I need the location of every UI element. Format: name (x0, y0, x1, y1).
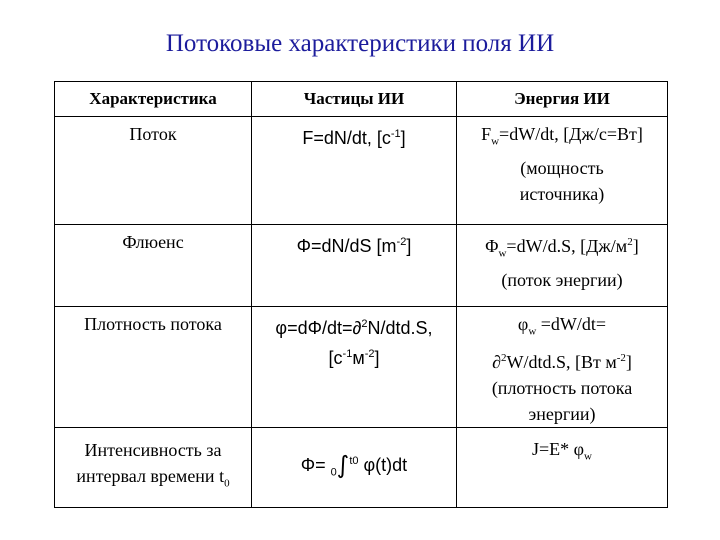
table-row (55, 117, 668, 225)
intensity-particles-prefix: Φ= (300, 455, 331, 476)
cell-fluence-energy (457, 225, 668, 307)
row-name-flux: Поток (55, 117, 252, 225)
intensity-name-text: интервал времени t (76, 466, 225, 487)
flux-density-energy-partial: ∂ (492, 351, 501, 372)
flux-density-units-exp-1: -1 (342, 348, 353, 360)
flux-density-particles-formula-rest: N/dtd.S, (367, 318, 433, 338)
cell-fluence-particles (252, 225, 457, 307)
flux-density-units-exp-2: -2 (364, 348, 375, 360)
flux-energy-definition: =dW/dt, [Дж/с=Вт] (499, 124, 643, 144)
row-name-fluence: Флюенс (55, 225, 252, 307)
flux-energy-formula (461, 121, 663, 155)
fluence-energy-definition: =dW/d.S, [Дж/м (506, 236, 628, 256)
table-row (55, 225, 668, 307)
flux-particles-formula: F=dN/dt, [c (302, 128, 391, 148)
flux-density-energy-formula-rest: W/dtd.S, [Вт м (506, 351, 617, 372)
flux-density-energy-line-2 (461, 345, 663, 375)
table-row (55, 307, 668, 428)
row-name-flux-density: Плотность потока (55, 307, 252, 428)
fluence-energy-symbol: Φ (485, 236, 499, 256)
header-energy: Энергия ИИ (457, 82, 668, 117)
cell-intensity-energy (457, 427, 668, 507)
fluence-energy-exponent: 2 (627, 236, 633, 248)
fluence-energy-formula (461, 229, 663, 267)
flux-density-particles-formula: φ=dΦ/dt=∂ (275, 318, 362, 338)
flux-density-particles-power: 2 (361, 318, 368, 330)
integral-sign-icon: ∫ (336, 451, 350, 480)
fluence-particles-bracket: ] (406, 236, 412, 256)
flux-density-energy-note-1: (плотность потока (491, 377, 633, 398)
cell-flux-particles (252, 117, 457, 225)
flux-density-units-open: [c (328, 348, 343, 368)
flux-density-energy-power: 2 (500, 351, 507, 364)
flux-density-energy-bracket: ] (625, 351, 632, 372)
flux-density-energy-subscript: w (528, 325, 537, 338)
row-name-intensity (55, 427, 252, 507)
cell-flux-density-particles (252, 307, 457, 428)
intensity-name-line-1: Интенсивность за (84, 440, 222, 461)
cell-intensity-particles (252, 427, 457, 507)
fluence-energy-note: (поток энергии) (501, 269, 623, 290)
fluence-particles-formula: Φ=dN/dS [m (296, 236, 397, 256)
flux-particles-bracket: ] (400, 128, 406, 148)
header-characteristic: Характеристика (55, 82, 252, 117)
flux-density-particles-line-1 (256, 311, 452, 341)
intensity-name-subscript: 0 (224, 477, 230, 490)
flux-density-particles-line-2 (256, 341, 452, 371)
intensity-energy-formula: J=E* φ (532, 438, 585, 459)
integral-upper-limit: t0 (349, 455, 359, 468)
intensity-name-line-2 (59, 463, 247, 497)
intensity-energy-subscript: w (584, 450, 592, 463)
table-row (55, 427, 668, 507)
flux-density-units-close: ] (374, 348, 380, 368)
flux-density-energy-exponent: -2 (616, 351, 626, 364)
integral-lower-limit: 0 (330, 466, 337, 479)
flux-energy-note-1: (мощность (520, 157, 604, 178)
cell-flux-density-energy (457, 307, 668, 428)
flux-energy-symbol: F (481, 124, 492, 144)
flux-density-energy-definition: =dW/dt= (536, 314, 607, 334)
slide-title: Потоковые характеристики поля ИИ (165, 30, 555, 57)
header-particles: Частицы ИИ (252, 82, 457, 117)
flux-characteristics-table (54, 81, 668, 508)
flux-density-energy-line-1 (461, 311, 663, 345)
flux-density-energy-symbol: φ (517, 314, 529, 334)
flux-density-units-mid: м (352, 348, 365, 368)
flux-density-energy-note-2: энергии) (528, 403, 596, 424)
fluence-energy-bracket: ] (632, 236, 639, 256)
flux-particles-exponent: -1 (390, 128, 401, 140)
cell-flux-energy (457, 117, 668, 225)
flux-energy-subscript: w (491, 135, 500, 148)
intensity-particles-integrand: φ(t)dt (358, 455, 408, 476)
fluence-particles-exponent: -2 (396, 236, 407, 248)
fluence-energy-subscript: w (498, 247, 507, 260)
table-header-row (55, 82, 668, 117)
flux-energy-note-2: источника) (519, 183, 605, 204)
